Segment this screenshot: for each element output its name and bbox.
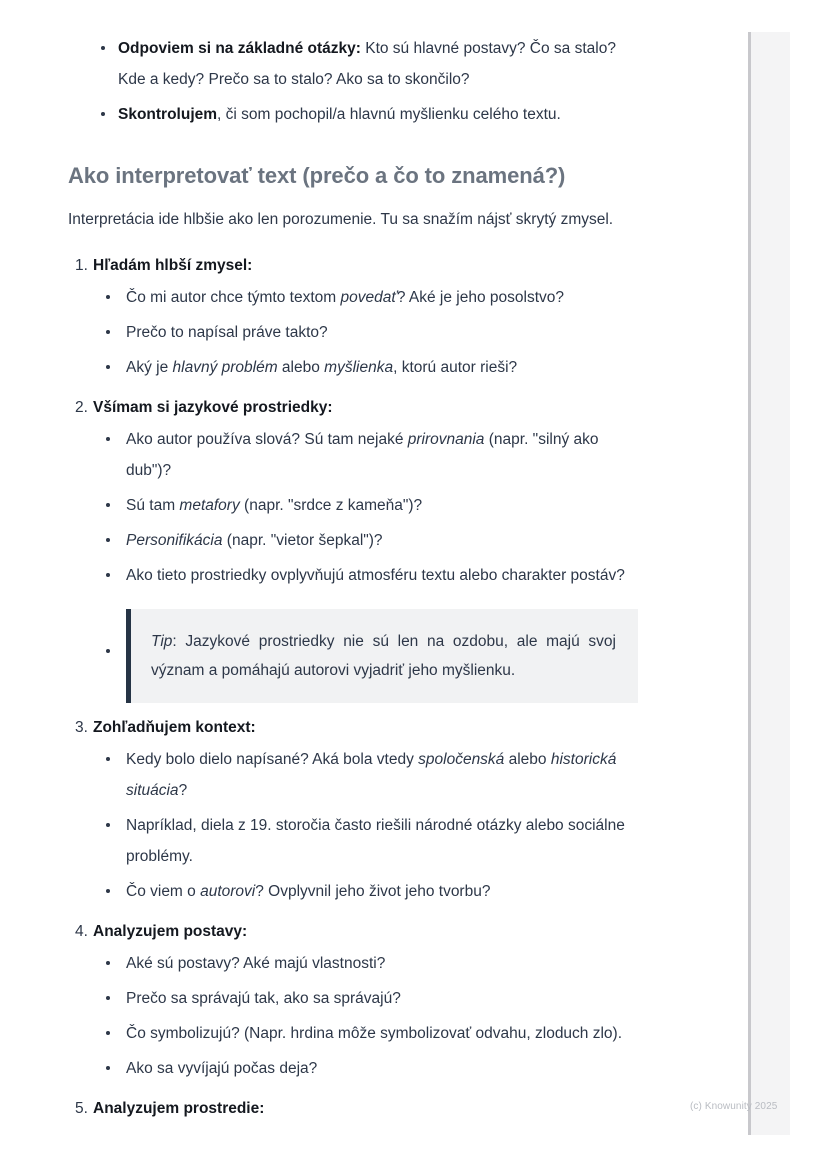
list-item — [93, 1053, 638, 1084]
list-item-text: Kto sú hlavné postavy? Čo sa stalo? Kde a kedy? Prečo sa to stalo? Ako sa to skončilo? — [118, 40, 616, 88]
list-item — [93, 810, 638, 872]
list-item-text: Ako sa vyvíjajú počas deja? — [126, 1060, 318, 1077]
list-item — [93, 317, 638, 348]
list-item-text: ? Ovplyvnil jeho život jeho tvorbu? — [255, 883, 491, 900]
list-item — [93, 525, 638, 556]
list-item — [93, 424, 638, 486]
emphasized-text: prirovnania — [407, 431, 485, 448]
step-sub-list — [93, 424, 638, 703]
list-item — [93, 983, 638, 1014]
list-item — [93, 560, 638, 591]
emphasized-text: historická situácia — [126, 751, 617, 799]
list-item-text: Aké sú postavy? Aké majú vlastnosti? — [126, 955, 386, 972]
list-item-text: alebo — [277, 359, 325, 376]
step-item — [68, 254, 638, 383]
step-title: Analyzujem postavy: — [93, 923, 248, 940]
tip-list-item — [93, 609, 638, 703]
list-item — [93, 744, 638, 806]
tip-label: Tip — [151, 633, 173, 650]
emphasized-text: Personifikácia — [126, 532, 223, 549]
list-item-text: Ako autor používa slová? Sú tam nejaké — [126, 431, 408, 448]
step-title: Analyzujem prostredie: — [93, 1100, 265, 1117]
steps-list — [68, 254, 638, 1121]
emphasized-text: spoločenská — [418, 751, 505, 768]
list-item-text: (napr. "vietor šepkal")? — [222, 532, 383, 549]
top-bullet-list — [68, 0, 638, 130]
step-item — [68, 1097, 638, 1121]
step-sub-list — [93, 948, 638, 1084]
page-right-margin-panel — [751, 32, 790, 1135]
list-item-label: Odpoviem si na základné otázky: — [118, 40, 361, 57]
list-item-text: Čo symbolizujú? (Napr. hrdina môže symbolizovať odvahu, zloduch zlo). — [126, 1025, 623, 1042]
list-item-text: Aký je — [126, 359, 173, 376]
intro-paragraph: Interpretácia ide hlbšie ako len porozumenie. Tu sa snažím nájsť skrytý zmysel. — [68, 211, 614, 228]
list-item-text: Kedy bolo dielo napísané? Aká bola vtedy — [126, 751, 419, 768]
list-item — [93, 282, 638, 313]
step-sub-list — [93, 282, 638, 383]
tip-text: : Jazykové prostriedky nie sú len na ozdobu, ale majú svoj význam a pomáhajú autorovi vyjadriť jeho myšlienku. — [151, 633, 616, 679]
emphasized-text: myšlienka — [324, 359, 394, 376]
emphasized-text: povedať — [340, 289, 397, 306]
step-item — [68, 716, 638, 907]
list-item — [93, 490, 638, 521]
list-item-text: Čo mi autor chce týmto textom — [126, 289, 341, 306]
list-item-text: Prečo to napísal práve takto? — [126, 324, 328, 341]
emphasized-text: hlavný problém — [172, 359, 278, 376]
step-item — [68, 920, 638, 1084]
emphasized-text: metafory — [179, 497, 240, 514]
list-item-text: Napríklad, diela z 19. storočia často riešili národné otázky alebo sociálne problémy. — [126, 817, 625, 865]
list-item-text: ? Aké je jeho posolstvo? — [396, 289, 565, 306]
list-item-text: Sú tam — [126, 497, 180, 514]
list-item — [93, 1018, 638, 1049]
step-title: Zohľadňujem kontext: — [93, 719, 256, 736]
list-item — [93, 876, 638, 907]
emphasized-text: autorovi — [200, 883, 256, 900]
list-item-text: (napr. "srdce z kameňa")? — [239, 497, 423, 514]
list-item — [93, 352, 638, 383]
list-item-text: (napr. "silný ako dub")? — [126, 431, 599, 479]
step-sub-list — [93, 744, 638, 907]
document-content — [68, 0, 638, 1134]
list-item-text: Čo viem o — [126, 883, 201, 900]
list-item — [68, 0, 638, 95]
page-title: Ako interpretovať text (prečo a čo to znamená?) — [68, 163, 566, 188]
list-item-text: Ako tieto prostriedky ovplyvňujú atmosféru textu alebo charakter postáv? — [126, 567, 625, 584]
list-item-label: Skontrolujem — [118, 106, 218, 123]
step-item — [68, 396, 638, 703]
list-item — [68, 99, 638, 130]
step-title: Všímam si jazykové prostriedky: — [93, 399, 333, 416]
watermark: (c) Knowunity 2025 — [690, 1101, 778, 1112]
list-item-text: , ktorú autor rieši? — [393, 359, 518, 376]
list-item-text: ? — [178, 782, 188, 799]
list-item-text: , či som pochopil/a hlavnú myšlienku celého textu. — [217, 106, 561, 123]
list-item — [93, 948, 638, 979]
list-item-text: Prečo sa správajú tak, ako sa správajú? — [126, 990, 401, 1007]
list-item-text: alebo — [504, 751, 551, 768]
tip-callout — [126, 609, 638, 703]
step-title: Hľadám hlbší zmysel: — [93, 257, 253, 274]
